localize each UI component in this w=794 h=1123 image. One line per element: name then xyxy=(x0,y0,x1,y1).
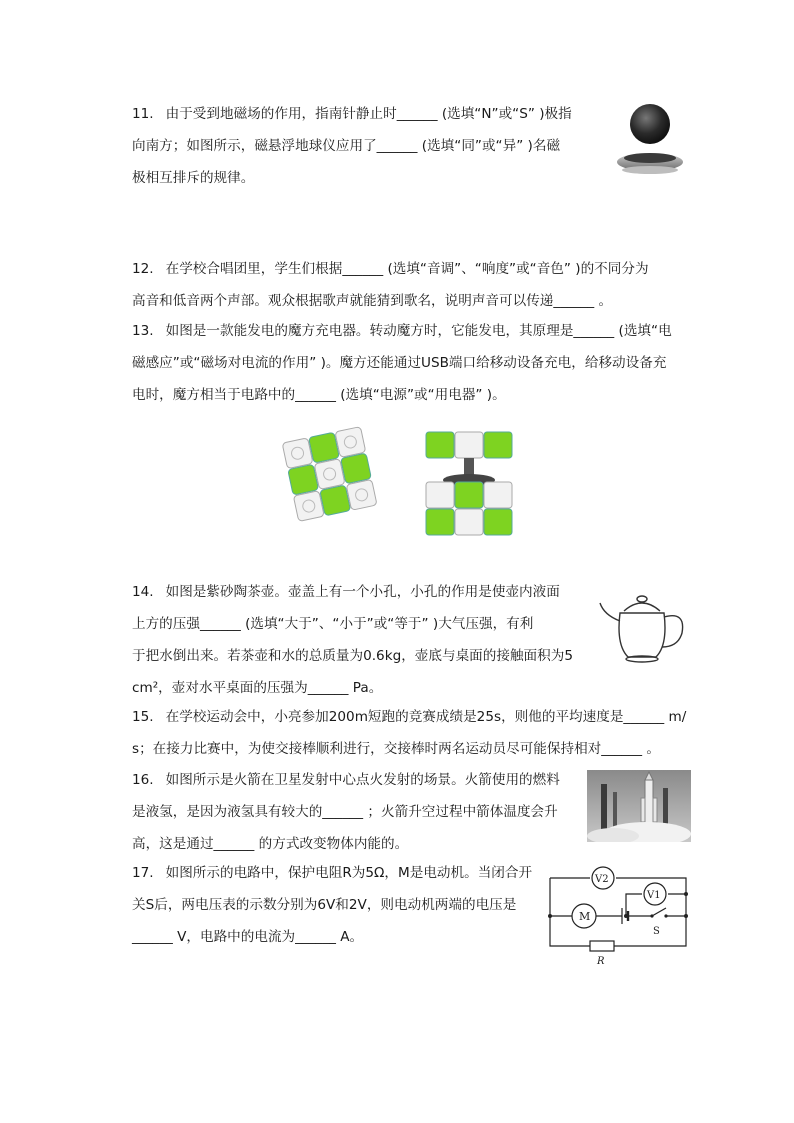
rocket-launch-icon xyxy=(587,770,691,842)
q17-line-3: ______ V，电路中的电流为______ A。 xyxy=(132,929,364,945)
q12-line-2: 高音和低音两个声部。观众根据歌声就能猜到歌名，说明声音可以传递______ 。 xyxy=(132,293,613,309)
q14-line-1: 14. 如图是紫砂陶茶壶。壶盖上有一个小孔，小孔的作用是使壶内液面 xyxy=(132,584,560,600)
open-cube-charger-icon xyxy=(420,426,518,538)
question-11 xyxy=(132,98,572,194)
v2-label: V2 xyxy=(595,874,609,885)
q13-line-3: 电时，魔方相当于电路中的______ (选填“电源”或“用电器” )。 xyxy=(132,387,506,403)
q14-line-3: 于把水倒出来。若茶壶和水的总质量为0.6kg，壶底与桌面的接触面积为5 xyxy=(132,648,573,664)
q16-line-3: 高，这是通过______ 的方式改变物体内能的。 xyxy=(132,836,409,852)
question-15 xyxy=(132,701,686,765)
question-16 xyxy=(132,764,560,860)
resistor-label: R xyxy=(597,956,605,967)
magnetic-levitation-globe-icon xyxy=(610,100,690,184)
q14-line-4: cm²，壶对水平桌面的压强为______ Pa。 xyxy=(132,680,383,696)
q17-line-1: 17. 如图所示的电路中，保护电阻R为5Ω，M是电动机。当闭合开 xyxy=(132,865,533,881)
v1-label: V1 xyxy=(647,890,661,901)
cube-charger-icon xyxy=(274,416,386,537)
q15-line-2: s；在接力比赛中，为使交接棒顺利进行，交接棒时两名运动员尽可能保持相对______ 。 xyxy=(132,741,660,757)
motor-label: M xyxy=(579,910,591,923)
q11-line-3: 极相互排斥的规律。 xyxy=(132,170,255,186)
teapot-icon xyxy=(596,585,690,665)
q16-line-2: 是液氢，是因为液氢具有较大的______ ；火箭升空过程中箭体温度会升 xyxy=(132,804,558,820)
q11-line-1: 11. 由于受到地磁场的作用，指南针静止时______ (选填“N”或“S” )极指 xyxy=(132,106,572,122)
question-12 xyxy=(132,253,649,317)
q15-line-1: 15. 在学校运动会中，小亮参加200m短跑的竞赛成绩是25s，则他的平均速度是______ m/ xyxy=(132,709,687,725)
q12-line-1: 12. 在学校合唱团里，学生们根据______ (选填“音调”、“响度”或“音色” )的不同分为 xyxy=(132,261,649,277)
question-13 xyxy=(132,315,672,411)
q11-line-2: 向南方；如图所示，磁悬浮地球仪应用了______ (选填“同”或“异” )名磁 xyxy=(132,138,561,154)
q13-line-2: 磁感应”或“磁场对电流的作用” )。魔方还能通过USB端口给移动设备充电，给移动设备充 xyxy=(132,355,667,371)
switch-label: S xyxy=(653,926,660,937)
circuit-diagram-icon xyxy=(546,862,692,968)
question-17 xyxy=(132,857,532,953)
question-14 xyxy=(132,576,573,704)
q14-line-2: 上方的压强______ (选填“大于”、“小于”或“等于” )大气压强，有利 xyxy=(132,616,534,632)
q16-line-1: 16. 如图所示是火箭在卫星发射中心点火发射的场景。火箭使用的燃料 xyxy=(132,772,560,788)
q17-line-2: 关S后，两电压表的示数分别为6V和2V，则电动机两端的电压是 xyxy=(132,897,517,913)
q13-line-1: 13. 如图是一款能发电的魔方充电器。转动魔方时，它能发电，其原理是______ (选填“电 xyxy=(132,323,672,339)
